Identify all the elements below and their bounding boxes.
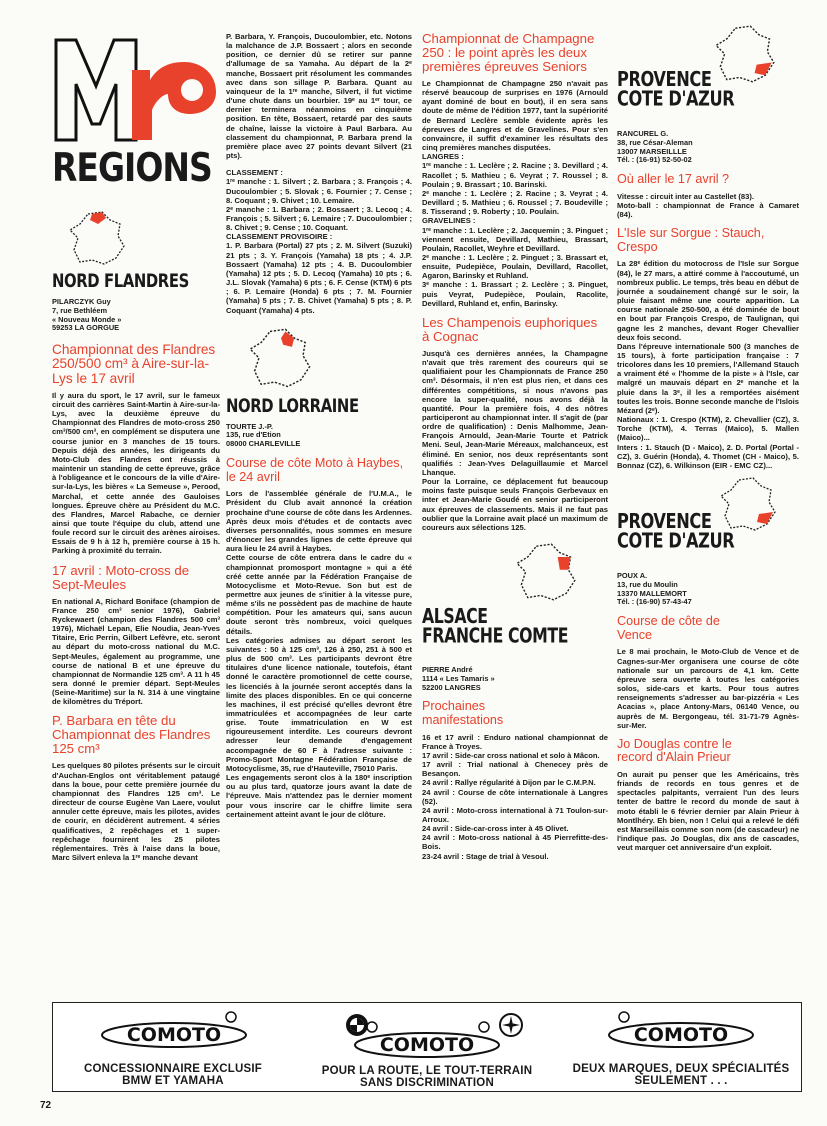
address-line: RANCUREL G. bbox=[617, 129, 669, 138]
region-title-provence-2 bbox=[617, 509, 799, 554]
comoto-advert bbox=[52, 1002, 802, 1092]
france-map-lorraine-icon bbox=[248, 327, 314, 391]
article-title: Prochaines manifestations bbox=[422, 699, 504, 728]
article-body: On aurait pu penser que les Américains, très friands de records en tous genres et de spectacles palpitants, verraient l'un des leurs tenter de battre le record du monde de saut à moto établi le 6 février dernier par Alain Prieur à Montlhéry. Eh bien, non ! Celui qui a relevé le défi est Marseillais comme son nom (de cascadeur) ne l'indique pas. Jo Douglas, dix ans de cascades, veut marquer cet anniversaire d'un exploit. bbox=[617, 770, 799, 853]
comoto-logo-left bbox=[99, 1011, 249, 1051]
mr-regions-logo bbox=[52, 32, 220, 191]
advert-block-right bbox=[561, 1003, 801, 1091]
brand-name: COMOTO bbox=[379, 1034, 475, 1056]
article-body: La 28ᵉ édition du motocross de l'Isle sur Sorgue (84), le 27 mars, a attiré comme à l'accoutumé, un nombreux public. Le temps, très beau en début de journée a soudainement changé sur le soir, la pluie faisant même une courte apparition. La course nationale 250-500, a été dominée de bout en bout par François Crespo, de Taulignan, qui gagne les 2 manches, devant Roger Chevallier deux fois second. Dans l'épreuve internationale 500 (3 manches de 15 tours), à forte participation française : 7 tricolores dans les 10 premiers, l'Allemand Stauch a vraiment été « l'homme de la piste » à l'Isle, car malgré un mauvais départ en 2ᵉ manche et la pluie dans la 3ᵉ, il les a remportées aisément toutes les trois. Bonne seconde manche de l'Islois Mézard (2ᵉ). Nationaux : 1. Crespo (KTM), 2. Chevallier (CZ), 3. Torche (KTM), 4. Terras (Maico), 5. Mallen (Maico)... Inters : 1. Stauch (D - Maico), 2. D. Portal (Portal - CZ), 3. Guérin (Honda), 4. Thomet (CH - Maico), 5. Bonnaz (CZ), 6. Wilkinson (EIR - EMC CZ)... bbox=[617, 259, 799, 470]
correspondent-address bbox=[52, 298, 220, 333]
address-line: 1114 « Les Tamaris » bbox=[422, 673, 495, 683]
france-map-alsace-icon bbox=[514, 542, 580, 604]
region-name: ALSACE FRANCHE COMTE bbox=[422, 605, 569, 649]
address-line: 52200 LANGRES bbox=[422, 682, 481, 692]
article-title: Championnat des Flandres 250/500 cm³ à Aire-sur-la-Lys le 17 avril bbox=[52, 342, 216, 386]
address-line: 7, rue Bethléem bbox=[52, 305, 108, 315]
address-line: TOURTE J.-P. bbox=[226, 421, 273, 431]
advert-text bbox=[53, 1063, 293, 1087]
correspondent-address bbox=[226, 423, 412, 449]
article-body: Jusqu'à ces dernières années, la Champagne n'avait que très rarement des coureurs qui se qualifiaient pour les Championnats de France 250 cm³. Désormais, il n'en est plus rien, et dans ces différentes compétitions, si nous n'avons pas encore la super-qualité, nous avons déjà la quantité. Pour la première fois, 4 des nôtres participeront au championnat inter. Il s'agit de (par ordre de qualification) : Denis Malhomme, Jean-François Arnould, Jean-Marie Tourte et Patrick Meni. Seul, Jean-Marie Méreaux, malchanceux, est éliminé. En senior, nos deux représentants sont qualifiés : Jean-Yves Delaguillaumie et Marcel Lhanque. Pour la Lorraine, ce déplacement fut beaucoup moins faste puisque seuls François Gerbevaux en inter et Jean-Marie Goudé en senior participeront aux épreuves de classements. Mais il ne faut pas oublier que la Lorraine avait placé un maximum de coureurs aux sélections 125. bbox=[422, 348, 608, 532]
address-line: 59253 LA GORGUE bbox=[52, 323, 120, 333]
correspondent-address bbox=[617, 572, 799, 607]
article-body: P. Barbara, Y. François, Ducoulombier, etc. Notons la malchance de J.P. Bossaert ; alors en seconde position, ce dernier dû se retirer sur panne d'allumage de sa Yamaha. Au départ de la 2ᵉ manche, Bossaert prit résolument les commandes avec dans son sillage P. Barbara. Quant au vainqueur de la 1ʳᵉ manche, Silvert, il fut victime d'une chute dans un bourbier. 19ᵉ au 1ᵉʳ tour, ce dernier terminera néanmoins en cinquième position. En tête, Bossaert, retardé par des sauts de chaîne, laisse la victoire à Paul Barbara. Au classement du championnat, P. Barbara prend la première place avec 27 points devant Silvert (21 pts). bbox=[226, 32, 412, 161]
results: LANGRES : 1ʳᵉ manche : 1. Leclère ; 2. Racine ; 3. Devillard ; 4. Racollet ; 5. Mathieu ; 6. Veyrat ; 7. Roussel ; 8. Poulain ; 9. Brassart ; 10. Barinski. 2ᵉ manche : 1. Leclère ; 2. Racine ; 3. Veyrat ; 4. Devillard ; 5. Mathieu ; 6. Roussel ; 7. Boudeville ; 8. Tisserand ; 9. Roberty ; 10. Poulain. GRAVELINES : 1ʳᵉ manche : 1. Leclère ; 2. Jacquemin ; 3. Pinguet ; viennent ensuite, Devillard, Mathieu, Brassart, Poulain, Racollet, Weyhre et Devillard. 2ᵉ manche : 1. Leclère ; 2. Pinguet ; 3. Brassart et, ensuite, Pudepièce, Poulain, Devillard, Racollet, Agaron, Barinsky et Ruhland. 3ᵉ manche : 1. Brassart ; 2. Leclère ; 3. Pinguet, puis Veyrat, Pudepièce, Poulain, Racolite, Devillard, Ruhland et, enfin, Barinsky. bbox=[422, 152, 608, 308]
comoto-logo-middle bbox=[352, 1021, 502, 1061]
advert-line: DEUX MARQUES, DEUX SPÉCIALITÉS bbox=[572, 1063, 790, 1075]
brand-name: COMOTO bbox=[633, 1024, 729, 1046]
regions-title: REGIONS bbox=[52, 144, 212, 191]
address-line: 13, rue du Moulin bbox=[617, 579, 678, 589]
advert-line: SANS DISCRIMINATION bbox=[360, 1077, 494, 1089]
article-body: Vitesse : circuit inter au Castellet (83). Moto-ball : championnat de France à Camaret (84). bbox=[617, 191, 799, 220]
address-line: 135, rue d'Etion bbox=[226, 430, 281, 440]
address-line: Tél. : (16-90) 57-43-47 bbox=[617, 597, 692, 607]
advert-line: POUR LA ROUTE, LE TOUT-TERRAIN bbox=[321, 1065, 533, 1077]
region-title-alsace bbox=[422, 605, 608, 649]
brand-name: COMOTO bbox=[126, 1024, 222, 1046]
address-line: « Nouveau Monde » bbox=[52, 314, 122, 324]
address-line: POUX A. bbox=[617, 571, 648, 581]
article-title: L'Isle sur Sorgue : Stauch, Crespo bbox=[617, 226, 765, 254]
correspondent-address bbox=[422, 666, 608, 692]
region-title-nord-flandres: NORD FLANDRES bbox=[52, 269, 189, 292]
page-number: 72 bbox=[40, 1100, 52, 1111]
yamaha-logo-icon bbox=[499, 1013, 523, 1037]
column-4 bbox=[617, 32, 799, 852]
column-3 bbox=[422, 32, 608, 861]
article-title: Course de côte de Vence bbox=[617, 614, 720, 642]
advert-line: CONCESSIONNAIRE EXCLUSIF bbox=[84, 1063, 262, 1075]
region-name: PROVENCE COTE D'AZUR bbox=[617, 67, 735, 112]
article-title: Championnat de Champagne 250 : le point après les deux premières épreuves Seniors bbox=[422, 31, 595, 74]
article-title: 17 avril : Moto-cross de Sept-Meules bbox=[52, 562, 190, 592]
address-line: 13370 MALLEMORT bbox=[617, 588, 687, 598]
address-line: 38, rue César-Aleman bbox=[617, 137, 693, 147]
mr-logo-icon bbox=[52, 32, 220, 150]
advert-line: BMW ET YAMAHA bbox=[122, 1075, 224, 1087]
article-title: Où aller le 17 avril ? bbox=[617, 172, 729, 187]
article-body: En national A, Richard Boniface (champion de France 250 cm³ senior 1976), Gabriel Ryckewaert (champion des Flandres 500 cm³ 1976), Michaël Lepan, Elie Noudia, Jean-Yves Titaire, Eric Perrin, Gilbert Lefèvre, etc. seront au départ du moto-cross national du M.C. Sept-Meules, également au programme, une course de national B et une épreuve du championnat de Normandie 125 cm³. A 11 h 45 sera donné le premier départ. Sept-Meules (Seine-Maritime) sur la N. 314 à une vingtaine de kilomètres du Tréport. bbox=[52, 596, 220, 707]
column-2 bbox=[226, 32, 412, 819]
advert-text bbox=[293, 1065, 561, 1089]
address-line: 08000 CHARLEVILLE bbox=[226, 439, 301, 449]
region-name: PROVENCE COTE D'AZUR bbox=[617, 509, 735, 554]
advert-block-left bbox=[53, 1003, 293, 1091]
region-title-nord-lorraine: NORD LORRAINE bbox=[226, 394, 359, 417]
address-line: PILARCZYK Guy bbox=[52, 297, 111, 306]
address-line: PIERRE André bbox=[422, 665, 473, 675]
advert-text bbox=[561, 1063, 801, 1087]
article-body: Les quelques 80 pilotes présents sur le circuit d'Auchan-Englos ont véritablement pataugé dans la boue, pour cette première journée du championnat des Flandres 125 cm³. Le directeur de course Eugène Van Laere, voulut annuler cette épreuve, mais les pilotes, avides de courir, en décidèrent autrement. 4 séries qualificatives, 2 repêchages et 1 super-repêchage fournirent les 25 pilotes réglementaires. Très à l'aise dans la boue, Marc Silvert enleva la 1ʳᵉ manche devant bbox=[52, 761, 220, 863]
article-title: Jo Douglas contre le record d'Alain Prieur bbox=[617, 736, 732, 765]
article-body: Le 8 mai prochain, le Moto-Club de Vence et de Cagnes-sur-Mer organisera une course de côte nationale sur un parcours de 4,1 km. Cette épreuve sera ouverte à toutes les catégories solos, side-cars et karts. Pour tous autres renseignements s'adresser au bar-pizzéria « Les Acacias », place Antony-Mars, 06140 Vence, ou auprès de M. Bergongeau, tél. 31-71-79 Agnès-sur-Mer. bbox=[617, 647, 799, 730]
article-title: P. Barbara en tête du Championnat des Flandres 125 cm³ bbox=[52, 713, 211, 757]
advert-block-middle bbox=[293, 1003, 561, 1091]
address-line: 13007 MARSEILLLE bbox=[617, 146, 687, 156]
region-title-provence-1 bbox=[617, 67, 799, 112]
comoto-logo-right bbox=[606, 1011, 756, 1051]
article-body: Il y aura du sport, le 17 avril, sur le fameux circuit des carrières Saint-Martin à Aire-sur-la-Lys, avec la deuxième épreuve du Championnat des Flandres de moto-cross 250 cm³/500 cm³, en complément se disputera une course junior en 3 manches de 15 tours. Depuis déjà des années, les dirigeants du Moto-Club des Flandres ont réussis à maintenir un standing de cette épreuve, grâce à l'obligeance et le concours de la ville d'Aire-sur-la-Lys, les bières « La Semeuse », Perood, Marchal, et cette année des Gauloises longues. Épreuve chère au Président du M.C. des Flandres, Marcel Rabache, ce dernier ainsi que toute l'équipe du club, attend une foule record sur le circuit des arènes airoises. Essais de 9 h à 12 h, première course à 15 h. Parking à proximité du terrain. bbox=[52, 390, 220, 556]
france-map-nord-icon bbox=[68, 210, 128, 268]
address-line: Tél. : (16-91) 52-50-02 bbox=[617, 155, 692, 165]
advert-line: SEULEMENT . . . bbox=[634, 1075, 728, 1087]
column-1 bbox=[52, 32, 220, 862]
classement: CLASSEMENT : 1ʳᵉ manche : 1. Silvert ; 2. Barbara ; 3. François ; 4. Ducoulombier ; 5. Slovak ; 6. Fournier ; 7. Cense ; 8. Coquant ; 9. Chivet ; 10. Lemaire. 2ᵉ manche : 1. Barbara ; 2. Bossaert ; 3. Lecoq ; 4. François ; 5. Silvert ; 6. Lemaire ; 7. Ducoulombier ; 8. Chivet ; 9. Cense ; 10. Coquant. CLASSEMENT PROVISOIRE : 1. P. Barbara (Portal) 27 pts ; 2. M. Silvert (Suzuki) 21 pts ; 3. Y. François (Yamaha) 18 pts ; 4. J.P. Bossaert (Yamaha) 12 pts ; 4. B. Ducoulombier (Yamaha) 12 pts ; 5. D. Lecoq (Yamaha) 10 pts ; 6. J.L. Slovak (Yamaha) 6 pts ; 6. F. Cense (KTM) 6 pts ; 6. P. Lemaire (Honda) 6 pts ; 7. M. Fournier (Yamaha) 5 pts ; 7. B. Chivet (Yamaha) 5 pts ; 8. P. Coquant (Yamaha) 4 pts. bbox=[226, 168, 412, 315]
article-body: 16 et 17 avril : Enduro national championnat de France à Troyes. 17 avril : Side-car cross national et solo à Mâcon. 17 avril : Trial national à Chenecey près de Besançon. 24 avril : Rallye régularité à Dijon par le C.M.P.N. 24 avril : Course de côte internationale à Langres (52). 24 avril : Moto-cross international à 71 Toulon-sur-Arroux. 24 avril : Side-car-cross inter à 45 Olivet. 24 avril : Moto-cross national à 45 Pierrefitte-des-Bois. 23-24 avril : Stage de trial à Vesoul. bbox=[422, 732, 608, 861]
correspondent-address bbox=[617, 130, 799, 165]
article-body: Lors de l'assemblée générale de l'U.M.A., le Président du Club avait annoncé la création prochaine d'une course de côte dans les Ardennes. Après deux mois d'études et de contacts avec diverses personnalités, nous sommes en mesure d'énoncer les grandes lignes de cette épreuve qui aura lieu le 24 avril à Haybes. Cette course de côte entrera dans le cadre du « championnat promosport montagne » qui a été créé cette année par la Fédération Française de Motocyclisme et Moto-Revue. Son but est de permettre aux jeunes de s'initier à la vitesse pure, même s'ils ne possèdent pas de machine de haute compétition. Pour les amateurs qui, sans aucun doute seront très nombreux, voici quelques détails. Les catégories admises au départ seront les suivantes : 50 à 125 cm³, 126 à 250, 251 à 500 et plus de 500 cm³. Les participants devront être titulaires d'une licence nationale, toutefois, étant donné le caractère promotionnel de cette course, les licenciés à la journée seront acceptés dans la limite des places disponibles. En ce qui concerne les machines, il est précisé qu'elles devront être immatriculées et accompagnées de leur carte grise. Toute immatriculation en W est rigoureusement interdite. Les coureurs devront adresser leur demande d'engagement accompagnée de 60 F à l'adresse suivante : Promo-Sport Montagne Fédération Française de Motocyclisme, 35, rue d'Hauteville, 75010 Paris. Les engagements seront clos à la 180ᵉ inscription ou au plus tard, quatorze jours avant la date de l'épreuve. Mais n'attendez pas le dernier moment pour vous inscrire car le chiffre limite sera certainement atteint avant le jour de clôture. bbox=[226, 489, 412, 819]
article-title: Les Champenois euphoriques à Cognac bbox=[422, 314, 598, 344]
article-body: Le Championnat de Champagne 250 n'avait pas réservé beaucoup de surprises en 1976 (Arnould ayant dominé de bout en bout), il en sera sans doute de même de l'édition 1977, tant la supériorité de Bernard Leclère semble évidente après les épreuves de Langres et de Gravelines. Pour s'en convaincre, il suffit d'examiner les résultats des cinq premières manches disputées. bbox=[422, 79, 608, 153]
article-title: Course de côte Moto à Haybes, le 24 avril bbox=[226, 456, 404, 484]
